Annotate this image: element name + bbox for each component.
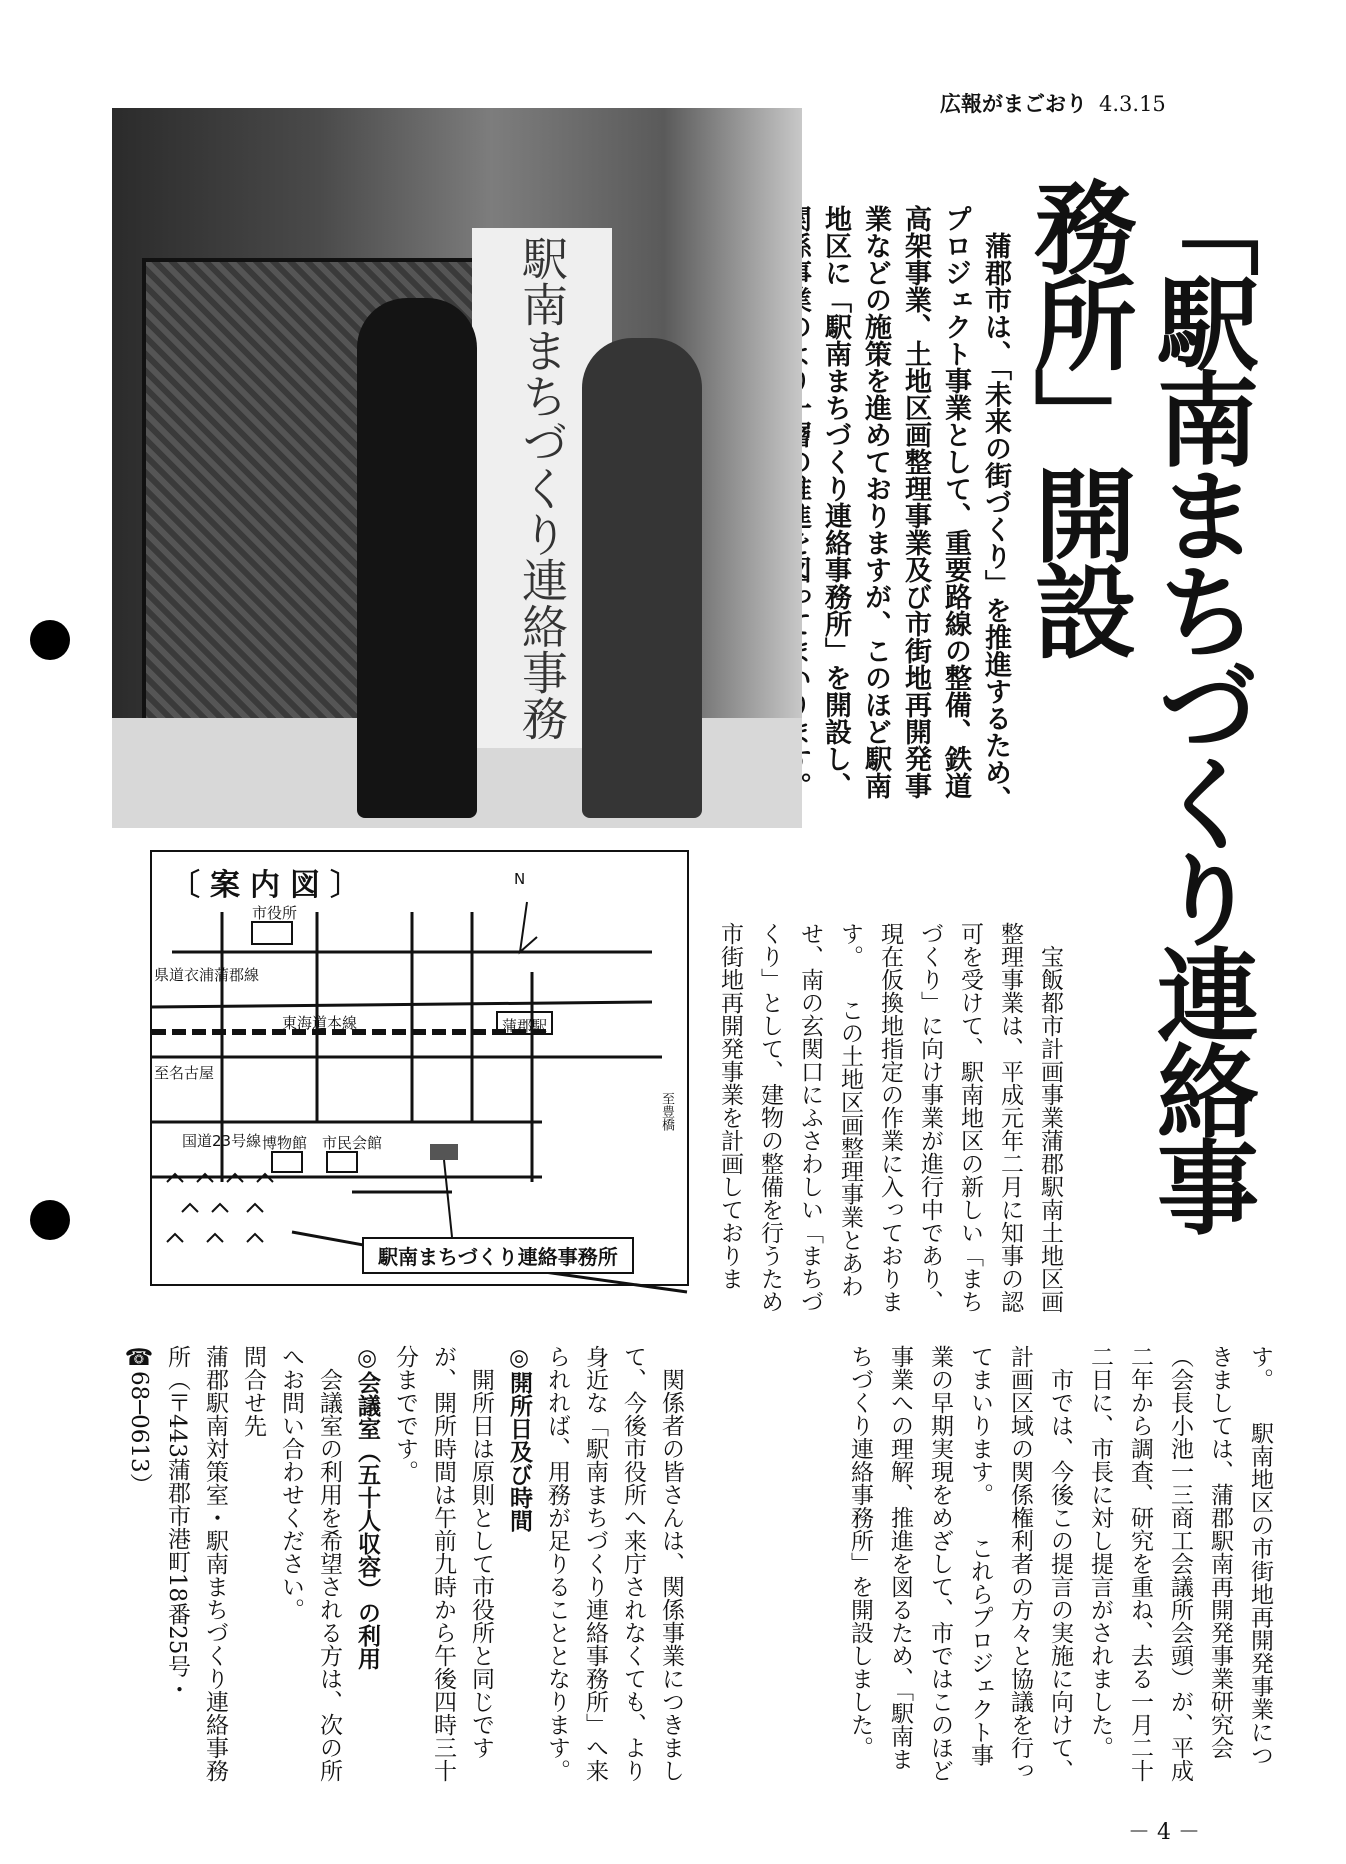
col3-paragraph-2: 開所日は原則として市役所と同じですが、開所時間は午前九時から午後四時三十分までです。 <box>392 1345 494 1782</box>
article-title: 「駅南まちづくり連絡事務所」開設 <box>1017 175 1259 1231</box>
body-column-2: す。 駅南地区の市街地再開発事業につきましては、蒲郡駅南再開発事業研究会（会長小池一三商工会議所会頭）が、平成二年から調査、研究を重ね、去る一月二十二日に、市長に対し提言がされました。 市では、今後この提言の実施に向けて、計画区域の関係権利者の方々と協議を行ってまいります。 これらプロジェクト事業の早期実現をめざして、市ではこのほど事業への理解、推進を図るため、「駅南まちづくり連絡事務所」を開設しました。 <box>847 1345 1273 1782</box>
col3-paragraph-5: 蒲郡駅南対策室・駅南まちづくり連絡事務所（〒443蒲郡市港町18番25号・ <box>164 1345 228 1782</box>
map-title: 〔案内図〕 <box>170 868 370 903</box>
map-label-prefectural-road: 県道衣浦蒲郡線 <box>154 966 260 984</box>
guide-map <box>150 850 689 1286</box>
body-column-1: 宝飯都市計画事業蒲郡駅南土地区画整理事業は、平成元年二月に知事の認可を受けて、駅南地区の新しい「まちづくり」に向け事業が進行中であり、現在仮換地指定の作業に入っております。 この土地区画整理事業とあわせ、南の玄関口にふさわしい「まちづくり」として、建物の整備を行うため市街地再開発事業を計画しておりま <box>717 922 1063 1313</box>
map-label-tokaido-line: 東海道本線 <box>282 1014 358 1032</box>
map-label-museum: 博物館 <box>262 1134 308 1152</box>
col3-paragraph-6: ☎68─0613） <box>126 1345 152 1496</box>
page-number: － 4 － <box>1128 1820 1200 1845</box>
photo-person-left <box>357 298 477 818</box>
map-office-label: 駅南まちづくり連絡事務所 <box>362 1237 634 1274</box>
office-photo <box>112 108 802 828</box>
map-label-station: 蒲郡駅 <box>502 1017 548 1035</box>
north-label: N <box>514 870 526 888</box>
map-label-to-toyohashi: 至豊橋 <box>659 1092 674 1131</box>
map-label-to-nagoya: 至名古屋 <box>154 1064 215 1082</box>
map-label-route23: 国道23号線 <box>182 1132 262 1150</box>
publication-header <box>940 88 1166 118</box>
map-label-city-hall: 市役所 <box>252 904 298 922</box>
publication-name: 広報がまごおり <box>940 92 1087 116</box>
col3-heading-hours: ◎開所日及び時間 <box>506 1345 532 1532</box>
punch-hole-top <box>30 620 70 660</box>
photo-person-right <box>582 338 702 818</box>
map-label-civic-hall: 市民会館 <box>322 1134 383 1152</box>
lead-paragraph: 蒲郡市は、「未来の街づくり」を推進するため、プロジェクト事業として、重要路線の整備、鉄道高架事業、土地区画整理事業及び市街地再開発事業などの施策を進めておりますが、このほど駅南地区に「駅南まちづくり連絡事務所」を開設し、 <box>820 205 1011 813</box>
body-column-3 <box>100 1345 690 1785</box>
punch-hole-bottom <box>30 1200 70 1240</box>
col3-paragraph-1: 関係者の皆さんは、関係事業につきまして、今後市役所へ来庁されなくても、より身近な「駅南まちづくり連絡事務所」へ来られれば、用務が足りることとなります。 <box>544 1345 684 1782</box>
col3-paragraph-3: 会議室の利用を希望される方は、次の所へお問い合わせください。 <box>278 1345 342 1782</box>
col3-paragraph-4: 問合せ先 <box>240 1345 266 1437</box>
map-roads <box>152 852 687 1284</box>
col3-heading-meeting-room: ◎会議室（五十人収容）の利用 <box>354 1345 380 1670</box>
photo-sign: 駅南まちづくり連絡事務 <box>472 228 612 748</box>
publication-date: 4.3.15 <box>1099 92 1166 116</box>
